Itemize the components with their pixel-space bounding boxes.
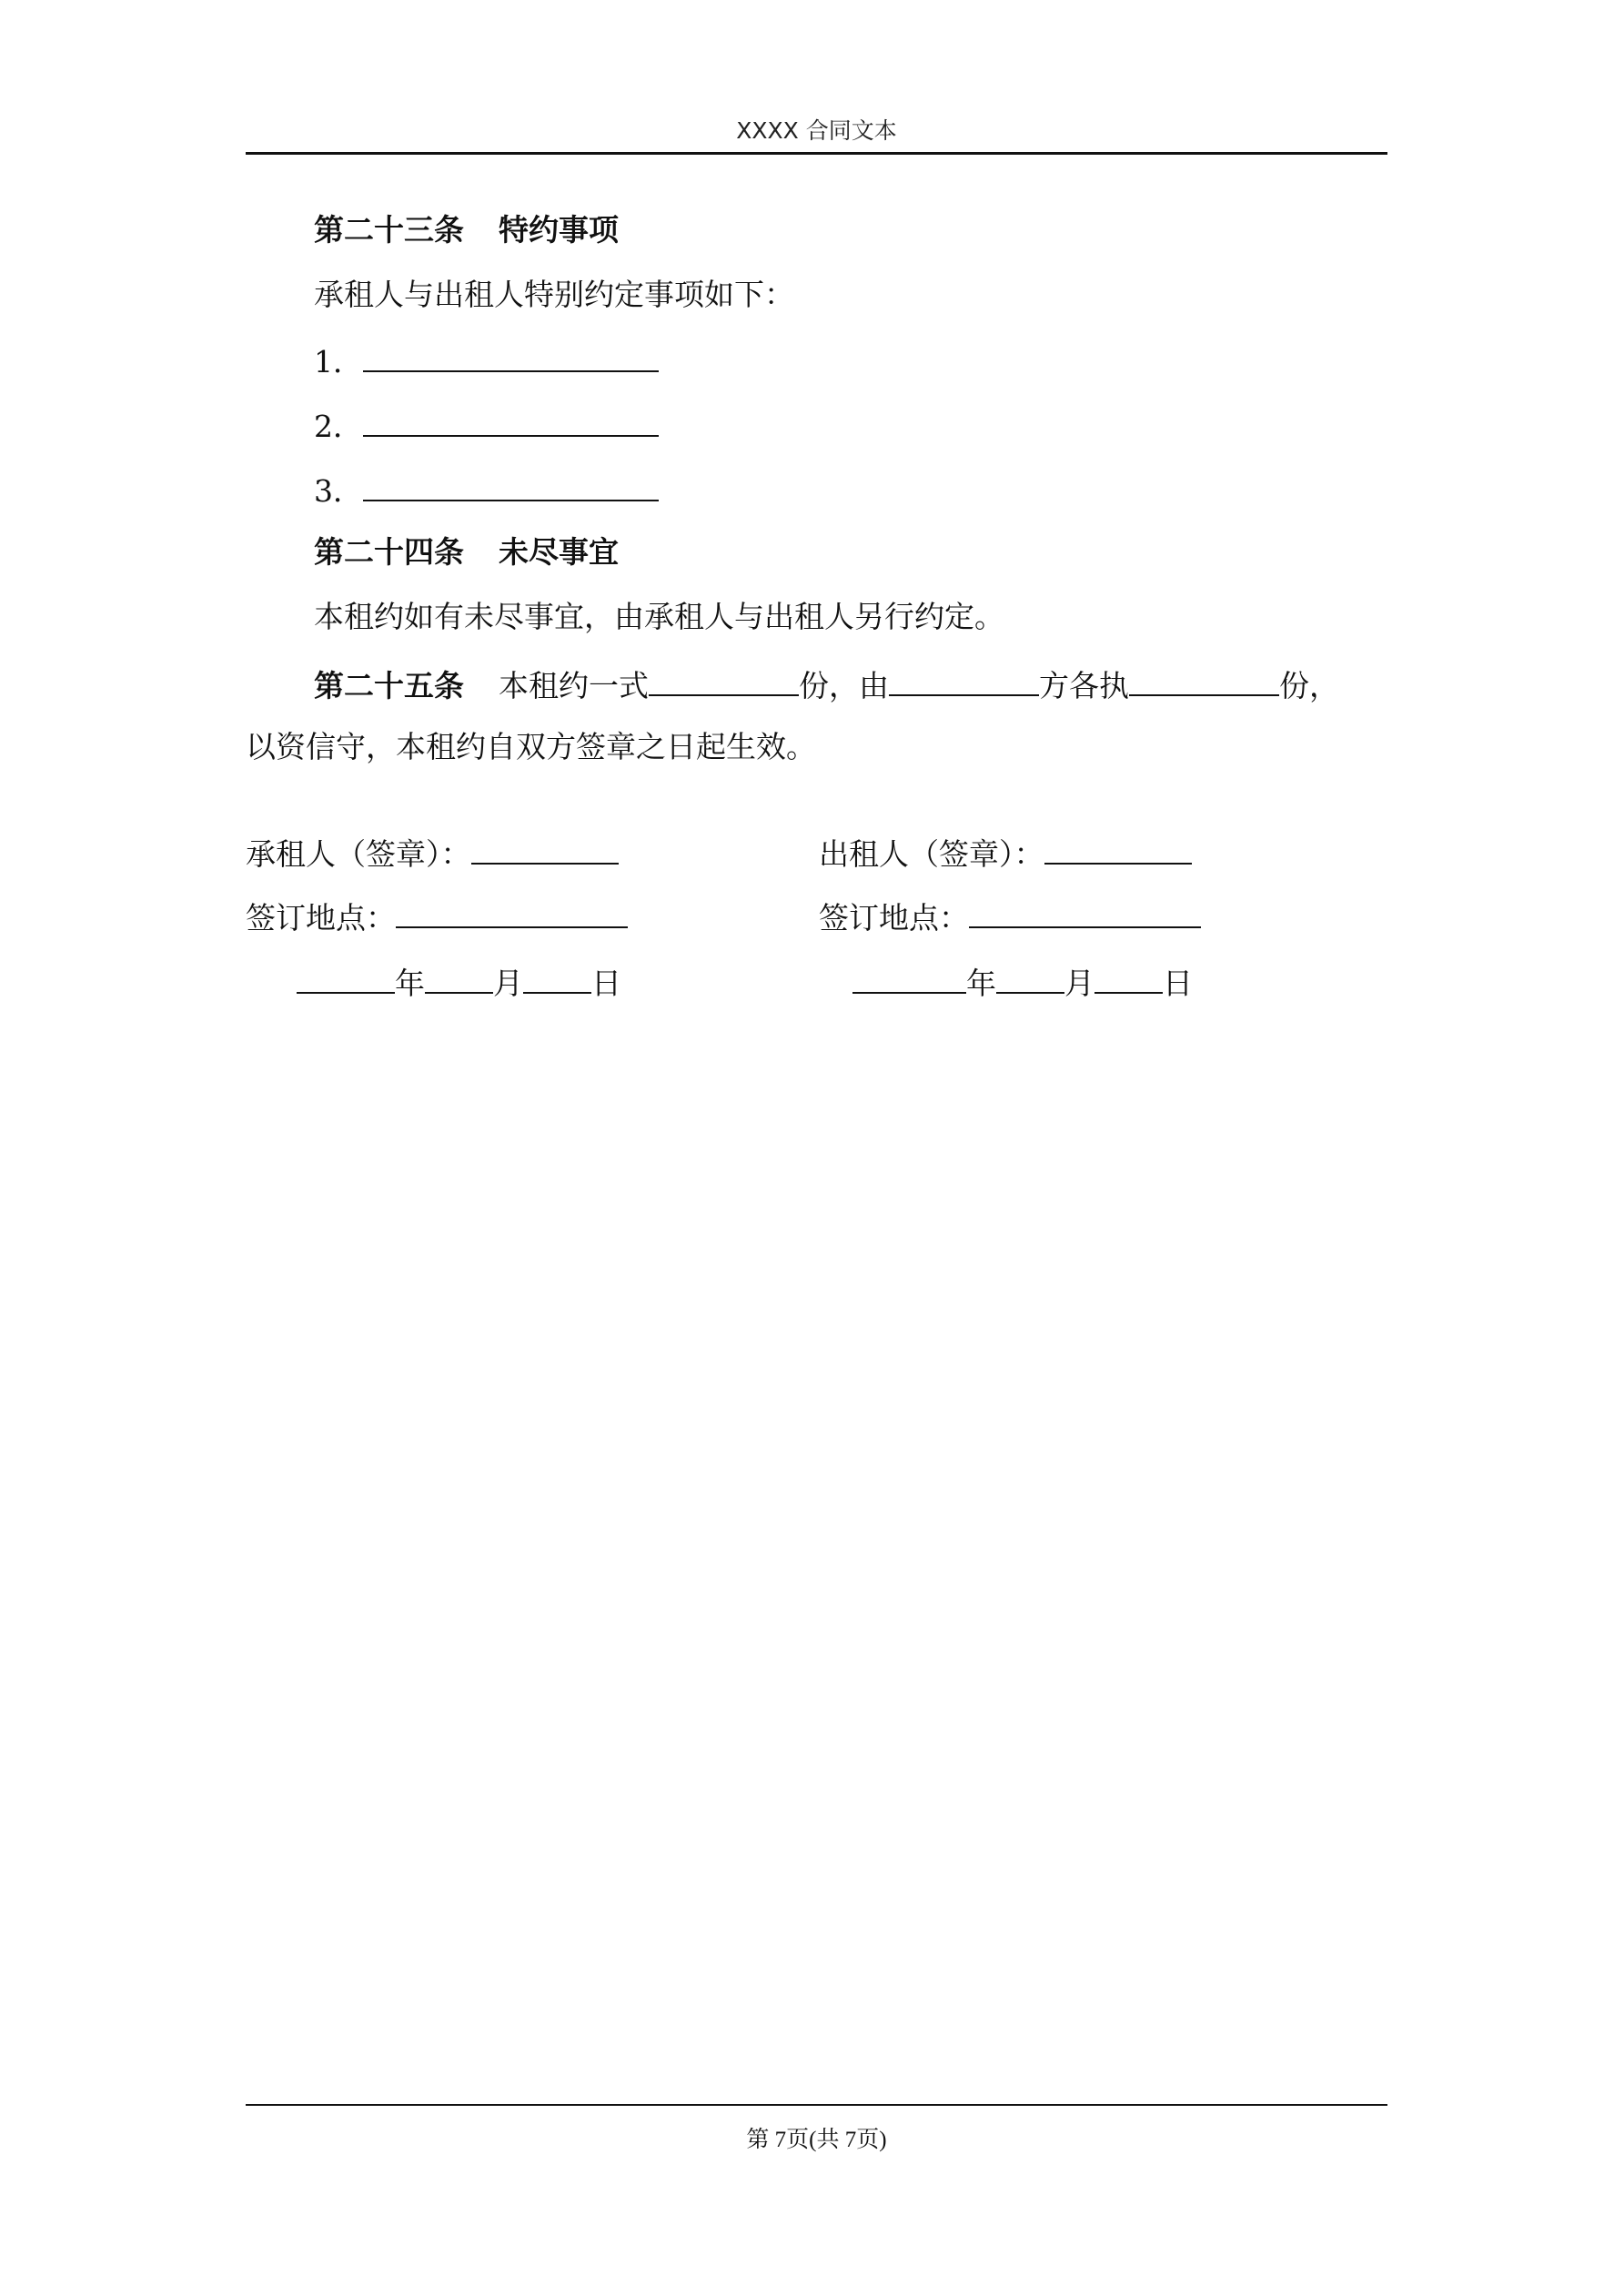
article-24-heading: 第二十四条 [314, 534, 464, 570]
page-header: XXXX 合同文本 [736, 117, 897, 144]
article-24-title [314, 532, 619, 572]
footer-rule [246, 2104, 1387, 2106]
special-item-blank [363, 404, 659, 437]
article-24-body: 本租约如有未尽事宜，由承租人与出租人另行约定。 [314, 599, 1004, 634]
lessee-place [246, 895, 628, 938]
article-25-text-3: 方各执 [1039, 668, 1129, 703]
page-number: 第 7页(共 7页) [746, 2128, 887, 2152]
lessee-year-label: 年 [395, 966, 425, 1001]
special-item-number: 2． [314, 409, 363, 444]
lessor-day-blank [1094, 961, 1163, 994]
lessee-day-label: 日 [591, 966, 621, 1001]
lessor-month-label: 月 [1064, 966, 1094, 1001]
lessor-signature-blank [1044, 832, 1192, 865]
lessor-label: 出租人（签章）： [819, 836, 1044, 872]
copies-total-blank [649, 663, 799, 696]
article-25-text-1: 本租约一式 [499, 668, 649, 703]
article-25-line-1 [314, 663, 1339, 706]
article-24-subject: 未尽事宜 [499, 534, 619, 570]
special-item-2 [314, 404, 659, 447]
lessor-month-blank [996, 961, 1064, 994]
article-23-intro: 承租人与出租人特别约定事项如下： [314, 277, 794, 312]
lessee-date [297, 961, 621, 1004]
lessor-place-blank [969, 895, 1201, 928]
article-23-title [314, 210, 619, 250]
lessor-year-blank [852, 961, 966, 994]
lessor-date [852, 961, 1193, 1004]
parties-blank [889, 663, 1039, 696]
article-25-heading: 第二十五条 [314, 668, 464, 703]
special-item-blank [363, 339, 659, 372]
lessee-signature-blank [471, 832, 619, 865]
special-item-number: 3． [314, 473, 363, 509]
lessor-place [819, 895, 1201, 938]
article-23-subject: 特约事项 [499, 212, 619, 248]
special-item-1 [314, 339, 659, 382]
lessee-label: 承租人（签章）： [246, 836, 471, 872]
lessee-day-blank [523, 961, 591, 994]
special-item-blank [363, 469, 659, 501]
article-25-text-4: 份， [1279, 668, 1339, 703]
lessee-place-blank [396, 895, 628, 928]
article-25-text-2: 份，由 [799, 668, 889, 703]
article-23-heading: 第二十三条 [314, 212, 464, 248]
lessor-year-label: 年 [966, 966, 996, 1001]
lessor-day-label: 日 [1163, 966, 1193, 1001]
article-25-line-2: 以资信守，本租约自双方签章之日起生效。 [246, 729, 816, 764]
lessor-place-label: 签订地点： [819, 900, 969, 936]
lessee-month-label: 月 [493, 966, 523, 1001]
special-item-3 [314, 469, 659, 511]
lessee-place-label: 签订地点： [246, 900, 396, 936]
lessee-signature [246, 832, 619, 875]
special-item-number: 1． [314, 344, 363, 379]
header-rule [246, 152, 1387, 155]
lessor-signature [819, 832, 1192, 875]
lessee-year-blank [297, 961, 395, 994]
lessee-month-blank [425, 961, 493, 994]
copies-each-blank [1129, 663, 1279, 696]
